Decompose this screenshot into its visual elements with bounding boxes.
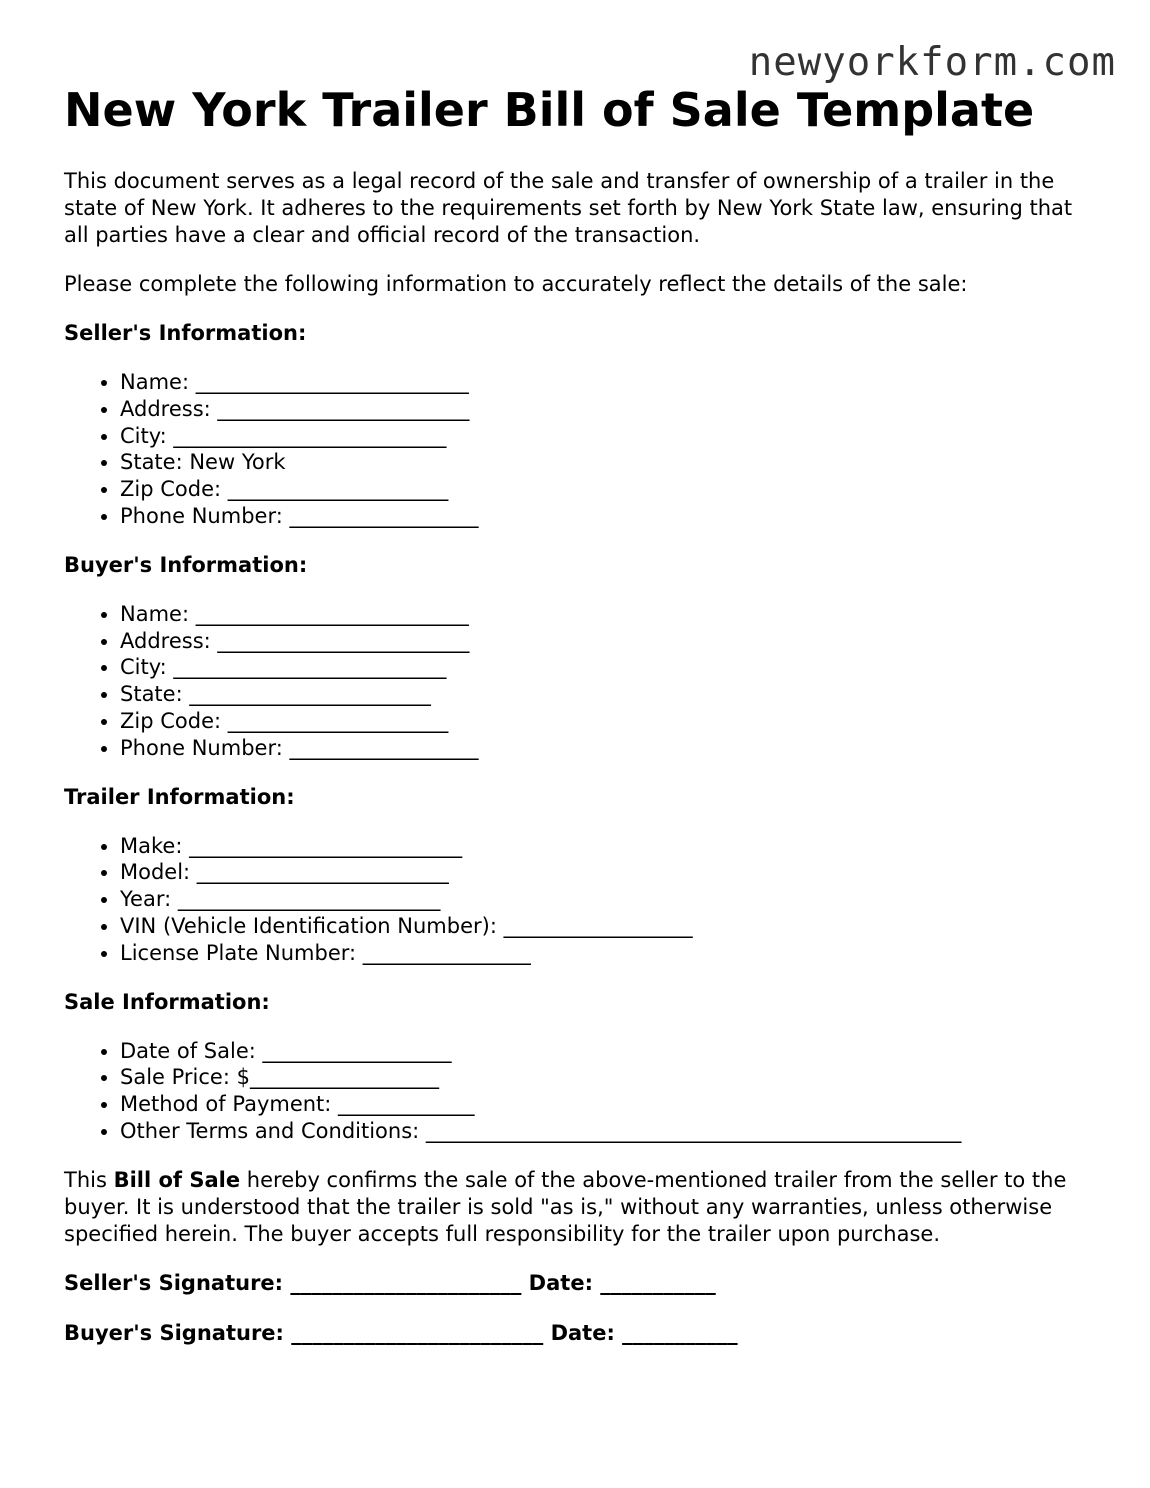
buyer-phone-field[interactable]: • Phone Number: __________________ bbox=[120, 735, 1094, 762]
closing-text-post: hereby confirms the sale of the above-mentioned trailer from the seller to the buyer. It is understood that the trailer is sold "as is," without any warranties, unless otherwise specified herein. The buyer accepts full responsibility for the trailer upon purchase. bbox=[64, 1167, 1067, 1246]
trailer-make-field[interactable]: • Make: __________________________ bbox=[120, 833, 1094, 860]
seller-city-field[interactable]: • City: __________________________ bbox=[120, 423, 1094, 450]
seller-field-list bbox=[64, 369, 1094, 530]
buyer-signature-line[interactable]: Buyer's Signature: ________________________ Date: ___________ bbox=[64, 1320, 738, 1345]
trailer-plate-field[interactable]: • License Plate Number: ________________ bbox=[120, 940, 1094, 967]
seller-name-field[interactable]: • Name: __________________________ bbox=[120, 369, 1094, 396]
instruction-paragraph: Please complete the following information to accurately reflect the details of the sale: bbox=[64, 272, 968, 296]
seller-phone-field[interactable]: • Phone Number: __________________ bbox=[120, 503, 1094, 530]
bill-of-sale-emphasis: Bill of Sale bbox=[113, 1167, 241, 1192]
sale-section-heading: Sale Information: bbox=[64, 989, 270, 1014]
buyer-section-heading: Buyer's Information: bbox=[64, 552, 308, 577]
payment-method-field[interactable]: • Method of Payment: _____________ bbox=[120, 1091, 1094, 1118]
buyer-address-field[interactable]: • Address: ________________________ bbox=[120, 628, 1094, 655]
buyer-field-list bbox=[64, 601, 1094, 762]
seller-address-field[interactable]: • Address: ________________________ bbox=[120, 396, 1094, 423]
site-watermark: newyorkform.com bbox=[748, 40, 1116, 85]
closing-text-pre: This bbox=[64, 1167, 114, 1192]
sale-field-list bbox=[64, 1038, 1094, 1145]
buyer-name-field[interactable]: • Name: __________________________ bbox=[120, 601, 1094, 628]
sale-date-field[interactable]: • Date of Sale: __________________ bbox=[120, 1038, 1094, 1065]
seller-signature-line[interactable]: Seller's Signature: ______________________ Date: ___________ bbox=[64, 1270, 716, 1295]
seller-state-field: • State: New York bbox=[120, 449, 1094, 476]
buyer-state-field[interactable]: • State: _______________________ bbox=[120, 681, 1094, 708]
other-terms-field[interactable]: • Other Terms and Conditions: ___________________________________________________ bbox=[120, 1118, 1094, 1145]
page-title: New York Trailer Bill of Sale Template bbox=[64, 83, 1035, 137]
buyer-city-field[interactable]: • City: __________________________ bbox=[120, 654, 1094, 681]
intro-paragraph: This document serves as a legal record of the sale and transfer of ownership of a trailer in the state of New York. It adheres to the requirements set forth by New York State law, ensuring that all parties have a clear and official record of the transaction. bbox=[64, 169, 1073, 247]
buyer-zip-field[interactable]: • Zip Code: _____________________ bbox=[120, 708, 1094, 735]
trailer-field-list bbox=[64, 833, 1094, 967]
trailer-section-heading: Trailer Information: bbox=[64, 784, 295, 809]
seller-zip-field[interactable]: • Zip Code: _____________________ bbox=[120, 476, 1094, 503]
trailer-year-field[interactable]: • Year: _________________________ bbox=[120, 886, 1094, 913]
seller-section-heading: Seller's Information: bbox=[64, 321, 307, 345]
document-body bbox=[64, 82, 1094, 1347]
closing-paragraph bbox=[64, 1167, 1094, 1248]
trailer-model-field[interactable]: • Model: ________________________ bbox=[120, 859, 1094, 886]
sale-price-field[interactable]: • Sale Price: $__________________ bbox=[120, 1064, 1094, 1091]
trailer-vin-field[interactable]: • VIN (Vehicle Identification Number): __________________ bbox=[120, 913, 1094, 940]
